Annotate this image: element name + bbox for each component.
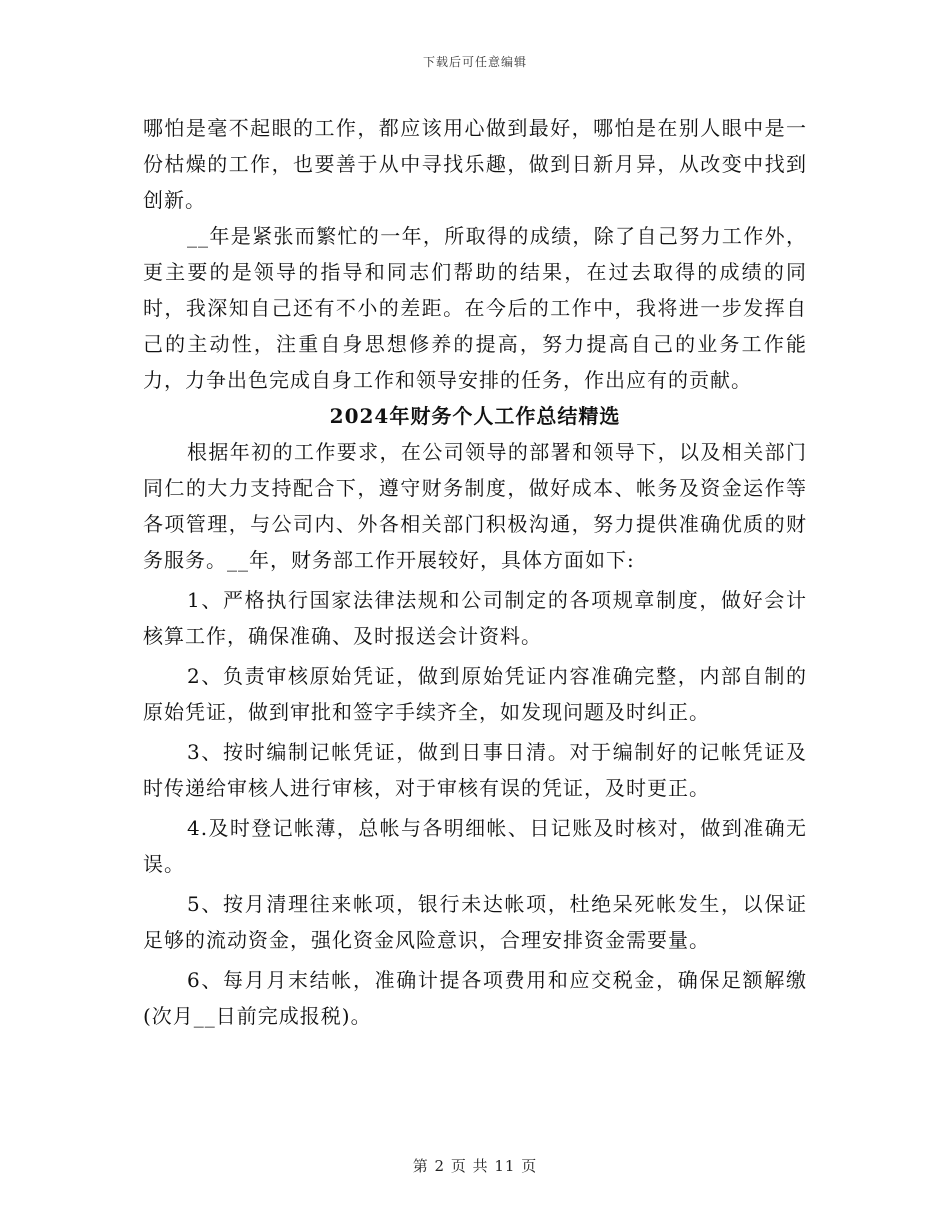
paragraph-year-summary: __年是紧张而繁忙的一年，所取得的成绩，除了自己努力工作外，更主要的是领导的指导和同志们帮助的结果，在过去取得的成绩的同时，我深知自己还有不小的差距。在今后的工作中，我将进一步发挥自己的主动性，注重自身思想修养的提高，努力提高自己的业务工作能力，力争出色完成自身工作和领导安排的任务，作出应有的贡献。	[143, 224, 807, 392]
document-body	[143, 110, 807, 1034]
page-footer: 第 2 页 共 11 页	[412, 1157, 538, 1175]
paragraph-intro: 根据年初的工作要求，在公司领导的部署和领导下，以及相关部门同仁的大力支持配合下，遵守财务制度，做好成本、帐务及资金运作等各项管理，与公司内、外各相关部门积极沟通，努力提供准确优质的财务服务。__年，财务部工作开展较好，具体方面如下:	[143, 440, 807, 572]
paragraph-continuation: 哪怕是毫不起眼的工作，都应该用心做到最好，哪怕是在别人眼中是一份枯燥的工作，也要善于从中寻找乐趣，做到日新月异，从改变中找到创新。	[143, 116, 807, 212]
list-item: 2、负责审核原始凭证，做到原始凭证内容准确完整，内部自制的原始凭证，做到审批和签字手续齐全，如发现问题及时纠正。	[143, 664, 807, 724]
list-item: 4.及时登记帐薄，总帐与各明细帐、日记账及时核对，做到准确无误。	[143, 816, 807, 876]
list-item: 6、每月月末结帐，准确计提各项费用和应交税金，确保足额解缴(次月__日前完成报税)。	[143, 968, 807, 1028]
page-header: 下载后可任意编辑	[422, 55, 527, 69]
list-item: 3、按时编制记帐凭证，做到日事日清。对于编制好的记帐凭证及时传递给审核人进行审核，对于审核有误的凭证，及时更正。	[143, 740, 807, 800]
list-item: 5、按月清理往来帐项，银行未达帐项，杜绝呆死帐发生，以保证足够的流动资金，强化资金风险意识，合理安排资金需要量。	[143, 892, 807, 952]
section-title: 2024年财务个人工作总结精选	[329, 404, 621, 428]
list-item: 1、严格执行国家法律法规和公司制定的各项规章制度，做好会计核算工作，确保准确、及时报送会计资料。	[143, 588, 807, 648]
